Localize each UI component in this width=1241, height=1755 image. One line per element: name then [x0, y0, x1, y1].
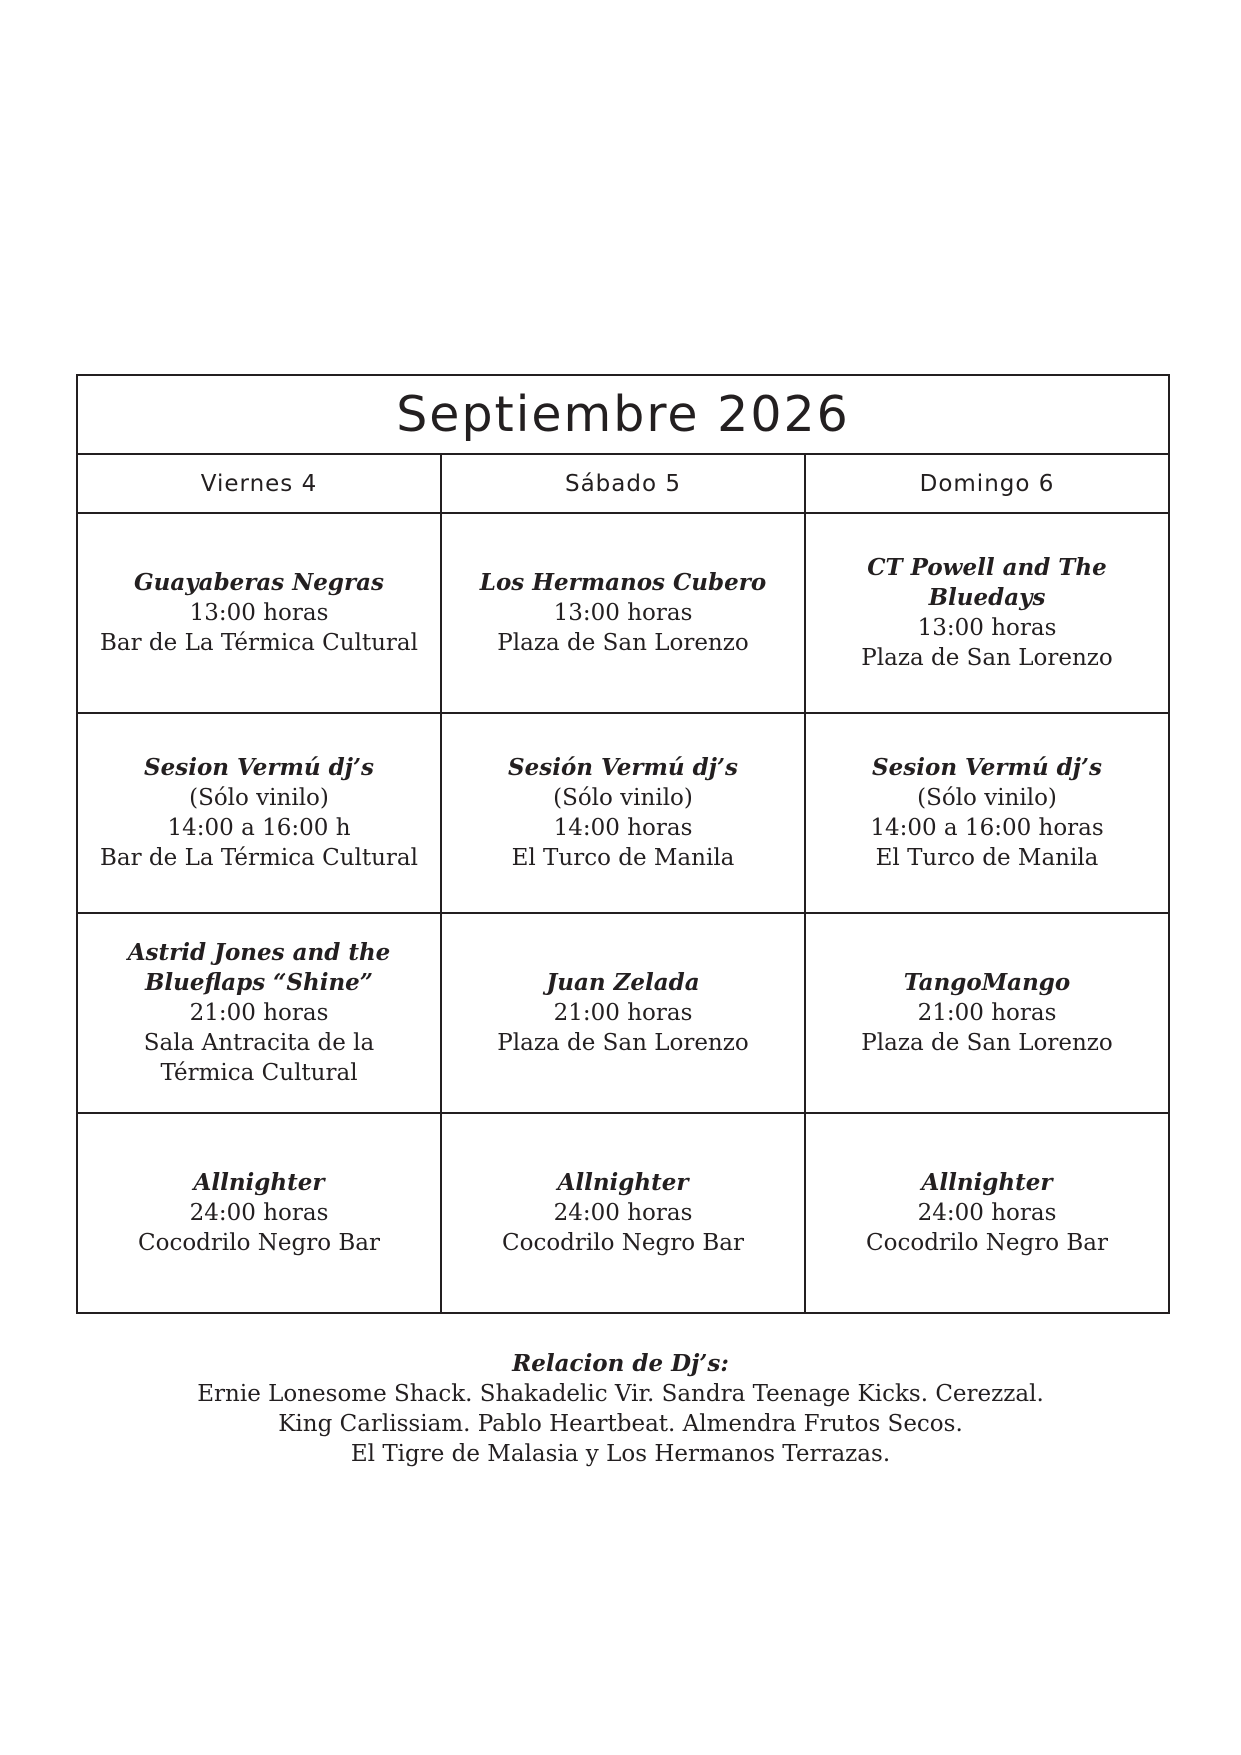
event-cell	[441, 713, 805, 913]
event-time: 13:00 horas	[189, 600, 329, 626]
event-venue: Plaza de San Lorenzo	[497, 1030, 749, 1056]
event-cell	[805, 713, 1169, 913]
event-name: Sesion Vermú dj’s	[144, 754, 374, 781]
dj-list-line: King Carlissiam. Pablo Heartbeat. Almendra Frutos Secos.	[278, 1411, 963, 1437]
day-header-saturday: Sábado 5	[441, 454, 805, 513]
schedule-row-4	[77, 1113, 1169, 1313]
event-cell	[77, 513, 441, 713]
event-cell	[77, 913, 441, 1113]
event-name: Sesión Vermú dj’s	[508, 754, 738, 781]
event-cell	[441, 1113, 805, 1313]
event-note: (Sólo vinilo)	[189, 785, 329, 811]
event-venue: Térmica Cultural	[160, 1060, 358, 1086]
event-name: Sesion Vermú dj’s	[872, 754, 1102, 781]
event-venue: El Turco de Manila	[511, 845, 735, 871]
event-note: (Sólo vinilo)	[553, 785, 693, 811]
event-cell	[77, 1113, 441, 1313]
event-name: Allnighter	[193, 1169, 325, 1196]
event-time: 21:00 horas	[189, 1000, 329, 1026]
event-venue: Cocodrilo Negro Bar	[866, 1230, 1108, 1256]
event-venue: Bar de La Térmica Cultural	[100, 630, 418, 656]
event-time: 13:00 horas	[917, 615, 1057, 641]
event-time: 14:00 horas	[553, 815, 693, 841]
schedule-row-3	[77, 913, 1169, 1113]
event-time: 24:00 horas	[553, 1200, 693, 1226]
event-name: Astrid Jones and the Blueflaps “Shine”	[127, 939, 391, 996]
event-cell	[805, 513, 1169, 713]
event-venue: El Turco de Manila	[875, 845, 1099, 871]
event-time: 14:00 a 16:00 h	[167, 815, 351, 841]
event-cell	[77, 713, 441, 913]
event-venue: Sala Antracita de la	[143, 1030, 375, 1056]
event-name: Los Hermanos Cubero	[479, 569, 767, 596]
dj-list	[0, 1349, 1241, 1469]
event-time: 24:00 horas	[917, 1200, 1057, 1226]
day-header-row	[77, 454, 1169, 513]
event-name: Allnighter	[921, 1169, 1053, 1196]
schedule-row-2	[77, 713, 1169, 913]
title-row	[77, 375, 1169, 454]
event-cell	[441, 913, 805, 1113]
event-name: CT Powell and The Bluedays	[867, 554, 1107, 611]
event-time: 13:00 horas	[553, 600, 693, 626]
dj-list-title: Relacion de Dj’s:	[512, 1350, 729, 1377]
event-venue: Bar de La Térmica Cultural	[100, 845, 418, 871]
event-time: 24:00 horas	[189, 1200, 329, 1226]
schedule-title: Septiembre 2026	[77, 375, 1169, 454]
event-time: 14:00 a 16:00 horas	[870, 815, 1104, 841]
dj-list-line: El Tigre de Malasia y Los Hermanos Terrazas.	[350, 1441, 891, 1467]
day-header-sunday: Domingo 6	[805, 454, 1169, 513]
event-cell	[805, 1113, 1169, 1313]
event-name: TangoMango	[903, 969, 1071, 996]
event-venue: Plaza de San Lorenzo	[861, 1030, 1113, 1056]
event-venue: Plaza de San Lorenzo	[497, 630, 749, 656]
event-name: Juan Zelada	[546, 969, 700, 996]
dj-list-line: Ernie Lonesome Shack. Shakadelic Vir. Sandra Teenage Kicks. Cerezzal.	[197, 1381, 1044, 1407]
event-name: Guayaberas Negras	[134, 569, 384, 596]
event-note: (Sólo vinilo)	[917, 785, 1057, 811]
schedule-table	[76, 374, 1170, 1314]
event-cell	[441, 513, 805, 713]
event-venue: Cocodrilo Negro Bar	[502, 1230, 744, 1256]
event-venue: Plaza de San Lorenzo	[861, 645, 1113, 671]
event-time: 21:00 horas	[553, 1000, 693, 1026]
day-header-friday: Viernes 4	[77, 454, 441, 513]
event-name: Allnighter	[557, 1169, 689, 1196]
event-venue: Cocodrilo Negro Bar	[138, 1230, 380, 1256]
event-cell	[805, 913, 1169, 1113]
schedule-row-1	[77, 513, 1169, 713]
event-time: 21:00 horas	[917, 1000, 1057, 1026]
